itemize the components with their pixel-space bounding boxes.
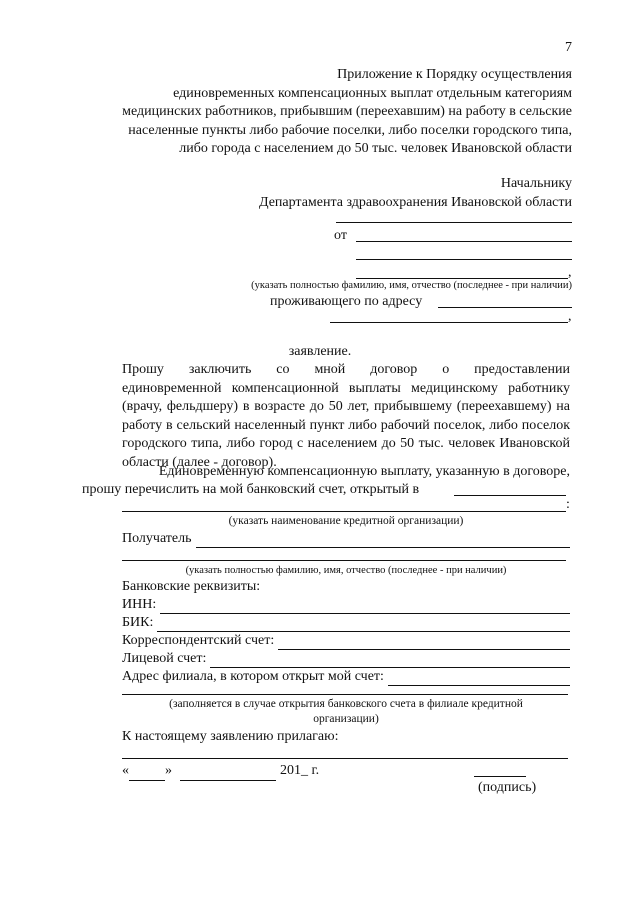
from-name-field-2[interactable] — [356, 259, 572, 260]
page-number: 7 — [565, 40, 572, 55]
address-field[interactable] — [438, 307, 572, 308]
inn-field[interactable] — [160, 600, 570, 614]
appendix-line: Приложение к Порядку осуществления — [337, 67, 572, 82]
paragraph-line: области (далее - договор). — [122, 454, 277, 470]
date-row — [122, 762, 319, 781]
personal-account-label: Лицевой счет: — [122, 651, 207, 666]
date-quote-open: « — [122, 763, 129, 778]
recipient-label: Получатель — [122, 531, 192, 546]
bank-name-field-2[interactable] — [122, 511, 566, 512]
paragraph-line: единовременной компенсационной выплаты медицинскому работнику — [122, 380, 570, 396]
date-day-field[interactable] — [129, 767, 165, 781]
paragraph-line: городского типа, либо город с населением до 50 тыс. человек Ивановской — [122, 436, 570, 451]
recipient-field[interactable] — [196, 534, 570, 548]
paragraph-line: (врачу, фельдшеру) в возрасте до 50 лет, прибывшему (переехавшему) на — [122, 399, 570, 414]
corr-account-row — [122, 632, 570, 650]
requisites-label: Банковские реквизиты: — [122, 579, 261, 594]
addressee-block — [259, 175, 572, 212]
address-field-2[interactable] — [330, 322, 568, 323]
branch-address-row — [122, 668, 570, 686]
appendix-line: населенные пункты либо рабочие поселки, либо поселки городского типа, — [128, 122, 572, 138]
attachments-field[interactable] — [122, 758, 568, 759]
signature-field[interactable] — [474, 776, 526, 777]
recipient-field-2[interactable] — [122, 560, 566, 561]
paragraph-line: Прошу заключить со мной договор о предоставлении — [122, 362, 570, 377]
branch-hint-line: организации) — [313, 713, 379, 725]
attachments-label: К настоящему заявлению прилагаю: — [122, 729, 339, 744]
paragraph-line: работу в сельский населенный пункт либо рабочий поселок, либо поселок — [122, 417, 570, 433]
signature-label: (подпись) — [478, 780, 537, 795]
bik-field[interactable] — [157, 618, 570, 632]
bank-name-field[interactable] — [454, 495, 566, 496]
addressee-blank-line[interactable] — [336, 222, 572, 223]
personal-account-field[interactable] — [210, 654, 570, 668]
branch-hint-line: (заполняется в случае открытия банковского счета в филиале кредитной — [169, 698, 523, 710]
date-quote-close: » — [165, 763, 172, 778]
appendix-line: медицинских работников, прибывшим (переехавшим) на работу в сельские — [122, 104, 572, 119]
inn-label: ИНН: — [122, 597, 157, 612]
document-page: 7 Приложение к Порядку осуществления единовременных компенсационных выплат отдельным категориям медицинских работников, прибывшим (переехавшим) на работу в сельские населенные пункты либо рабочие поселки, либо поселки городского типа, либо города с населением до 50 тыс. человек Ивановской области Начальнику Департамента здравоохранения Ивановской области от , (указать полностью фамилию, имя, отчество (последнее - при наличии) проживающего по адресу , заявление. Прошу заключить со мной договор о предоставлении единовременной компенсационной выплаты медицинскому работнику (врачу, фельдшеру) в возрасте до 50 лет, прибывшему (переехавшему) на работу в сельский населенный пункт либо рабочий поселок, либо поселок городского типа, либо город с населением до 50 тыс. человек Ивановской области (далее - договор). Единовременную компенсационную выплату, указанную в договоре, прошу перечислить на мой банковский счет, открытый в : (указать наименование кредитной организации) Получатель (указать полностью фамилию, имя, отчество (последнее - при наличии) Банковские реквизиты: ИНН: БИК: Корреспондентский счет: Лицевой счет: Адрес филиала, в котором открыт мой счет: (заполняется в случае открытия банковского счета в филиале кредитной организации) К настоящему заявлению прилагаю: « » 201_ г. (подпись) — [0, 0, 640, 905]
inn-row — [122, 596, 570, 614]
addressee-title: Начальнику — [500, 176, 572, 191]
request-paragraph — [122, 361, 570, 472]
document-title: заявление. — [288, 344, 352, 359]
bank-hint: (указать наименование кредитной организации) — [228, 515, 464, 527]
address-label: проживающего по адресу — [270, 294, 423, 309]
recipient-hint: (указать полностью фамилию, имя, отчество (последнее - при наличии) — [185, 565, 507, 576]
corr-account-label: Корреспондентский счет: — [122, 633, 275, 648]
from-label: от — [334, 228, 347, 243]
addressee-department: Департамента здравоохранения Ивановской области — [258, 194, 572, 210]
recipient-row — [122, 530, 570, 548]
appendix-line: либо города с населением до 50 тыс. человек Ивановской области — [179, 141, 572, 156]
bik-label: БИК: — [122, 615, 154, 630]
payment-line: Единовременную компенсационную выплату, указанную в договоре, — [158, 464, 570, 479]
bik-row — [122, 614, 570, 632]
appendix-header — [122, 66, 572, 159]
branch-address-field[interactable] — [388, 672, 570, 686]
corr-account-field[interactable] — [278, 636, 570, 650]
date-month-field[interactable] — [180, 767, 276, 781]
branch-address-field-2[interactable] — [122, 694, 568, 695]
branch-hint — [140, 697, 552, 727]
personal-account-row — [122, 650, 570, 668]
payment-line-2: прошу перечислить на мой банковский счет, открытый в — [82, 482, 420, 497]
from-name-field[interactable] — [356, 241, 572, 242]
appendix-line: единовременных компенсационных выплат отдельным категориям — [173, 85, 572, 101]
name-hint: (указать полностью фамилию, имя, отчество (последнее - при наличии) — [251, 280, 572, 291]
date-year: 201_ г. — [280, 763, 320, 778]
branch-address-label: Адрес филиала, в котором открыт мой счет: — [122, 669, 384, 684]
